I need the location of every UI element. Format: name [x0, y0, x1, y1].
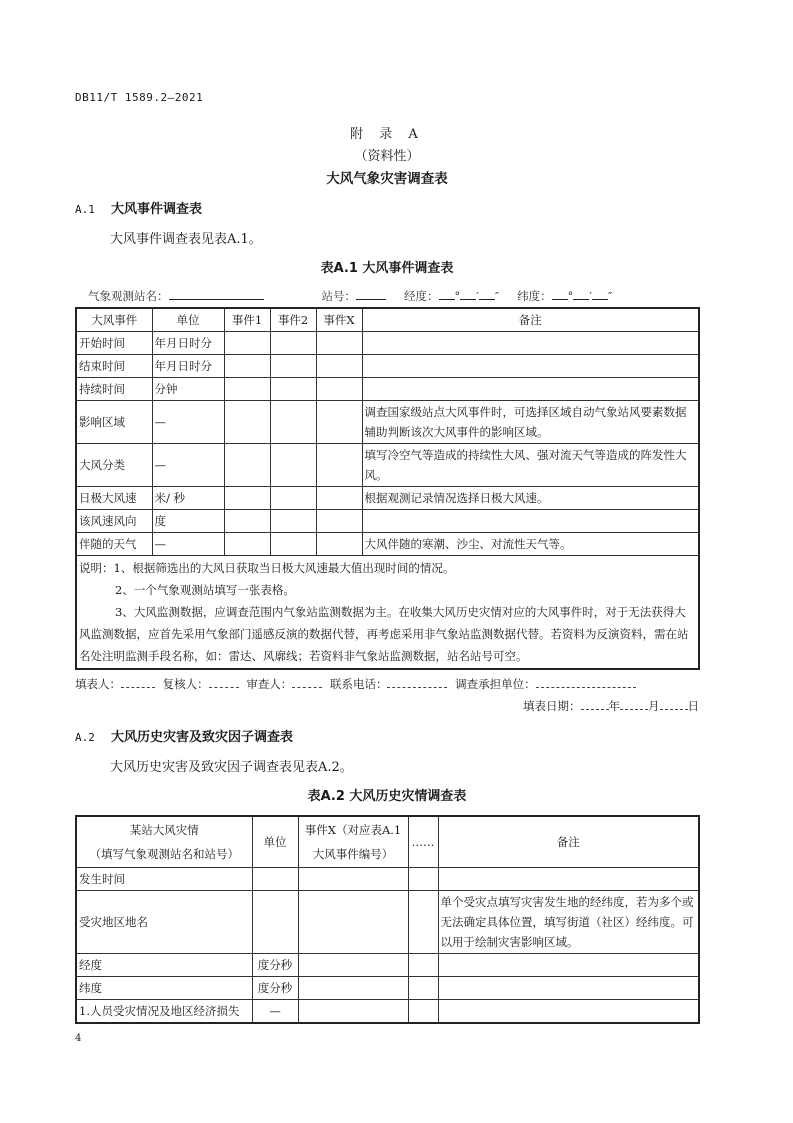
unit-cell: [252, 891, 298, 954]
unit-cell: —: [152, 401, 224, 444]
event-x-cell[interactable]: [298, 1000, 408, 1024]
survey-unit-blank[interactable]: [536, 677, 636, 688]
table-row: [76, 401, 699, 444]
station-name-field: [88, 287, 264, 305]
header-cell: 事件2: [270, 308, 316, 332]
latitude-label: 纬度：: [517, 289, 552, 303]
event-1-cell[interactable]: [224, 332, 270, 355]
table-row: [76, 355, 699, 378]
item-cell: 受灾地区地名: [76, 891, 252, 954]
unit-cell: 度分秒: [252, 954, 298, 977]
event-2-cell[interactable]: [270, 378, 316, 401]
event-x-cell[interactable]: [316, 487, 362, 510]
auditor-blank[interactable]: [292, 677, 322, 688]
table-a2: [75, 815, 700, 1024]
auditor-label: 审查人：: [246, 677, 293, 691]
latitude-min-blank[interactable]: [573, 288, 589, 300]
event-1-cell[interactable]: [224, 444, 270, 487]
fill-date-line: [75, 696, 699, 716]
longitude-field: [404, 287, 499, 305]
event-2-cell[interactable]: [270, 444, 316, 487]
item-cell: 该风速风向: [76, 510, 152, 533]
header-cell: 备注: [362, 308, 699, 332]
section-a1-paragraph: 大风事件调查表见表A.1。: [110, 232, 262, 247]
note-cell: 大风伴随的寒潮、沙尘、对流性天气等。: [362, 533, 699, 556]
header-cell: 事件X: [316, 308, 362, 332]
header-station-line1: 某站大风灾情: [129, 823, 199, 837]
item-cell: 经度: [76, 954, 252, 977]
item-cell: 结束时间: [76, 355, 152, 378]
more-events-cell[interactable]: [408, 891, 438, 954]
appendix-nature: （资料性）: [354, 149, 420, 164]
table-row: [76, 954, 699, 977]
latitude-deg-blank[interactable]: [552, 288, 568, 300]
header-cell: [76, 816, 252, 868]
degree-symbol: °: [454, 289, 461, 303]
year-label: 年: [608, 699, 620, 713]
item-cell: 纬度: [76, 977, 252, 1000]
header-cell: 备注: [438, 816, 699, 868]
longitude-label: 经度：: [404, 289, 439, 303]
fill-date-label: 填表日期：: [523, 699, 581, 713]
event-2-cell[interactable]: [270, 533, 316, 556]
note-cell: 调查国家级站点大风事件时，可选择区域自动气象站风要素数据辅助判断该次大风事件的影响区域。: [362, 401, 699, 444]
more-events-cell[interactable]: [408, 977, 438, 1000]
unit-cell: —: [252, 1000, 298, 1024]
year-blank[interactable]: [581, 699, 609, 710]
station-number-label: 站号：: [321, 289, 356, 303]
phone-field: [330, 674, 448, 694]
header-cell: 大风事件: [76, 308, 152, 332]
unit-cell: 米/ 秒: [152, 487, 224, 510]
header-cell: 事件1: [224, 308, 270, 332]
filler-label: 填表人：: [75, 677, 121, 691]
event-x-cell[interactable]: [298, 954, 408, 977]
phone-label: 联系电话：: [329, 677, 388, 691]
section-title: 大风历史灾害及致灾因子调查表: [111, 730, 294, 745]
reviewer-field: [163, 674, 239, 694]
appendix-title: 大风气象灾害调查表: [326, 171, 448, 187]
day-label: 日: [687, 699, 699, 713]
table-row: [76, 1000, 699, 1024]
note-2: 2、一个气象观测站填写一张表格。: [115, 583, 295, 597]
more-events-cell[interactable]: [408, 1000, 438, 1024]
longitude-sec-blank[interactable]: [479, 288, 495, 300]
item-cell: 1.人员受灾情况及地区经济损失: [76, 1000, 252, 1024]
station-number-blank[interactable]: [356, 288, 386, 300]
unit-cell: 度分秒: [252, 977, 298, 1000]
section-title: 大风事件调查表: [111, 202, 203, 217]
event-1-cell[interactable]: [224, 355, 270, 378]
section-number: A.1: [75, 203, 95, 216]
filler-field: [75, 674, 155, 694]
table-row: [76, 533, 699, 556]
survey-unit-label: 调查承担单位：: [455, 677, 536, 691]
more-events-cell[interactable]: [408, 868, 438, 891]
event-1-cell[interactable]: [224, 533, 270, 556]
table-row: [76, 891, 699, 954]
event-1-cell[interactable]: [224, 487, 270, 510]
item-cell: 大风分类: [76, 444, 152, 487]
event-2-cell[interactable]: [270, 401, 316, 444]
table-row: [76, 510, 699, 533]
table-a2-caption: 表A.2 大风历史灾情调查表: [307, 789, 467, 804]
item-cell: 日极大风速: [76, 487, 152, 510]
note-cell: [438, 954, 699, 977]
event-2-cell[interactable]: [270, 355, 316, 378]
station-name-label: 气象观测站名：: [88, 289, 169, 303]
event-x-cell[interactable]: [316, 378, 362, 401]
item-cell: 持续时间: [76, 378, 152, 401]
reviewer-label: 复核人：: [162, 677, 209, 691]
table-a1: [75, 307, 700, 670]
table-a1-header-row: [76, 308, 699, 332]
event-x-cell[interactable]: [298, 977, 408, 1000]
header-cell: 单位: [252, 816, 298, 868]
more-events-cell[interactable]: [408, 954, 438, 977]
event-x-cell[interactable]: [316, 355, 362, 378]
note-cell: 填写冷空气等造成的持续性大风、强对流天气等造成的阵发性大风。: [362, 444, 699, 487]
table-a2-header-row: [76, 816, 699, 868]
note-cell: [362, 510, 699, 533]
note-cell: [438, 1000, 699, 1024]
note-cell: [438, 868, 699, 891]
header-station-line2: （填写气象观测站名和站号）: [89, 847, 239, 861]
note-cell: [362, 332, 699, 355]
table-row: [76, 868, 699, 891]
unit-cell: —: [152, 533, 224, 556]
month-label: 月: [648, 699, 660, 713]
table-row: [76, 977, 699, 1000]
unit-cell: [252, 868, 298, 891]
event-2-cell[interactable]: [270, 332, 316, 355]
unit-cell: 分钟: [152, 378, 224, 401]
table-row: [76, 444, 699, 487]
section-a1-heading: [75, 200, 699, 220]
table-row: [76, 378, 699, 401]
item-cell: 影响区域: [76, 401, 152, 444]
filler-blank[interactable]: [121, 677, 155, 688]
note-cell: [438, 977, 699, 1000]
unit-cell: 年月日时分: [152, 332, 224, 355]
day-blank[interactable]: [660, 699, 688, 710]
note-1: 说明：1、根据筛选出的大风日获取当日极大风速最大值出现时间的情况。: [79, 561, 455, 575]
event-2-cell[interactable]: [270, 510, 316, 533]
survey-unit-field: [455, 674, 636, 694]
item-cell: 开始时间: [76, 332, 152, 355]
reviewer-blank[interactable]: [209, 677, 239, 688]
station-number-field: [322, 287, 387, 305]
event-x-cell[interactable]: [298, 868, 408, 891]
latitude-sec-blank[interactable]: [592, 288, 608, 300]
minute-symbol: ′: [476, 289, 479, 303]
header-cell: 单位: [152, 308, 224, 332]
latitude-field: [517, 287, 612, 305]
unit-cell: 度: [152, 510, 224, 533]
event-x-cell[interactable]: [316, 401, 362, 444]
note-cell: [362, 355, 699, 378]
second-symbol: ″: [608, 289, 613, 303]
table-a1-caption: 表A.1 大风事件调查表: [320, 261, 454, 276]
station-meta-row: [75, 287, 699, 305]
table-row: [76, 332, 699, 355]
unit-cell: 年月日时分: [152, 355, 224, 378]
longitude-min-blank[interactable]: [460, 288, 476, 300]
event-x-cell[interactable]: [316, 444, 362, 487]
table-row: [76, 487, 699, 510]
event-x-cell[interactable]: [316, 332, 362, 355]
event-1-cell[interactable]: [224, 510, 270, 533]
event-x-cell[interactable]: [316, 533, 362, 556]
section-a2-paragraph: 大风历史灾害及致灾因子调查表见表A.2。: [110, 760, 353, 775]
unit-cell: —: [152, 444, 224, 487]
section-number: A.2: [75, 731, 95, 744]
station-name-blank[interactable]: [169, 288, 264, 300]
month-blank[interactable]: [620, 699, 648, 710]
event-1-cell[interactable]: [224, 378, 270, 401]
note-cell: 单个受灾点填写灾害发生地的经纬度，若为多个或无法确定具体位置，填写街道（社区）经纬度。可以用于绘制灾害影响区域。: [438, 891, 699, 954]
header-cell: ……: [408, 816, 438, 868]
event-x-cell[interactable]: [298, 891, 408, 954]
appendix-label: 附 录 A: [350, 127, 424, 142]
event-1-cell[interactable]: [224, 401, 270, 444]
table-notes: [76, 556, 699, 670]
note-cell: [362, 378, 699, 401]
item-cell: 发生时间: [76, 868, 252, 891]
page-number: 4: [75, 1033, 82, 1044]
note-3: 3、大风监测数据，应调查范围内气象站监测数据为主。在收集大风历史灾情对应的大风事件时，对于无法获得大风监测数据，应首先采用气象部门遥感反演的数据代替，再考虑采用非气象站监测数据代替。若资料为反演资料，需在站名处注明监测手段名称，如：雷达、风廓线；若资料非气象站监测数据，站名站号可空。: [79, 605, 689, 663]
header-event-line1: 事件X（对应表A.1: [304, 823, 402, 837]
section-a2-heading: [75, 728, 699, 748]
degree-symbol: °: [567, 289, 574, 303]
header-cell: [298, 816, 408, 868]
item-cell: 伴随的天气: [76, 533, 152, 556]
note-cell: 根据观测记录情况选择日极大风速。: [362, 487, 699, 510]
document-code: DB11/T 1589.2—2021: [75, 91, 204, 104]
longitude-deg-blank[interactable]: [439, 288, 455, 300]
table-notes-row: [76, 556, 699, 670]
event-2-cell[interactable]: [270, 487, 316, 510]
phone-blank[interactable]: [387, 677, 447, 688]
signoff-line: [75, 674, 699, 694]
auditor-field: [246, 674, 322, 694]
minute-symbol: ′: [589, 289, 593, 303]
header-event-line2: 大风事件编号）: [312, 847, 394, 861]
second-symbol: ″: [494, 289, 500, 303]
event-x-cell[interactable]: [316, 510, 362, 533]
